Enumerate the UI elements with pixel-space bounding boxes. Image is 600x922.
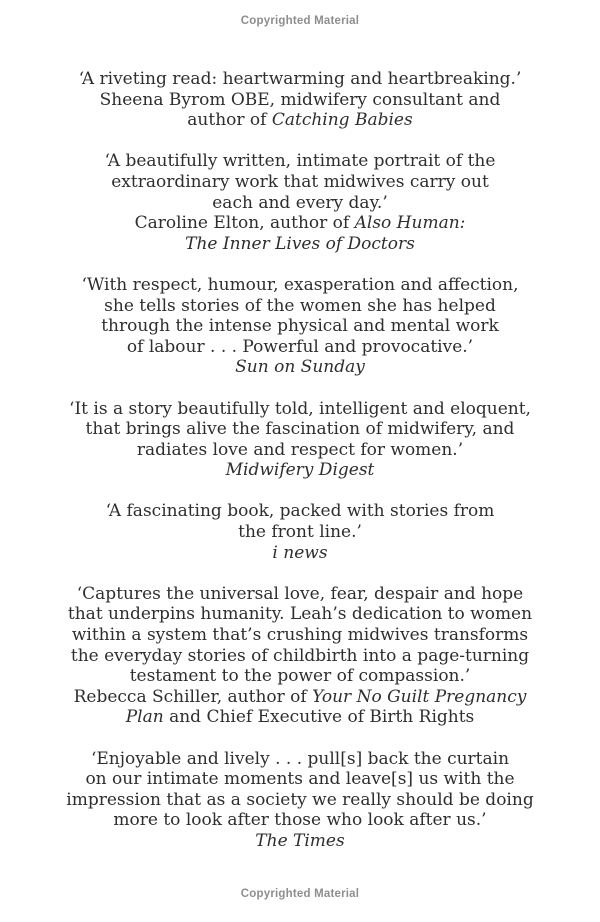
quote-text: and Chief Executive of Birth Rights bbox=[163, 707, 475, 728]
quote-text: within a system that’s crushing midwives transforms bbox=[71, 625, 529, 646]
praise-quotes-section bbox=[0, 69, 600, 852]
quote-block-6 bbox=[0, 584, 600, 728]
quote-block-2 bbox=[0, 151, 600, 254]
quote-text: ‘A fascinating book, packed with stories from bbox=[105, 501, 495, 522]
quote-line bbox=[0, 707, 600, 728]
quote-line bbox=[0, 419, 600, 440]
quote-line bbox=[0, 357, 600, 378]
quote-text: ‘It is a story beautifully told, intelligent and eloquent, bbox=[69, 398, 531, 419]
quote-line bbox=[0, 110, 600, 131]
quote-line bbox=[0, 543, 600, 564]
quote-line bbox=[0, 193, 600, 214]
quote-text: the everyday stories of childbirth into a page-turning bbox=[70, 645, 530, 666]
quote-italic-text: i news bbox=[272, 542, 328, 563]
quote-line bbox=[0, 399, 600, 420]
quote-line bbox=[0, 625, 600, 646]
quote-line bbox=[0, 646, 600, 667]
quote-text: Caroline Elton, author of bbox=[134, 213, 355, 234]
quote-line bbox=[0, 584, 600, 605]
quote-line bbox=[0, 213, 600, 234]
quote-text: she tells stories of the women she has helped bbox=[104, 295, 496, 316]
quote-block-4 bbox=[0, 399, 600, 481]
quote-block-1 bbox=[0, 69, 600, 131]
quote-text: each and every day.’ bbox=[212, 192, 388, 213]
copyright-notice-bottom: Copyrighted Material bbox=[240, 888, 360, 900]
quote-line bbox=[0, 831, 600, 852]
quote-line bbox=[0, 769, 600, 790]
quote-text: on our intimate moments and leave[s] us with the bbox=[85, 769, 515, 790]
quote-text: that brings alive the fascination of midwifery, and bbox=[85, 419, 515, 440]
quote-text: the front line.’ bbox=[238, 522, 362, 543]
quote-line bbox=[0, 501, 600, 522]
quote-line bbox=[0, 687, 600, 708]
quote-line bbox=[0, 296, 600, 317]
quote-italic-text: Plan bbox=[125, 707, 164, 728]
quote-line bbox=[0, 440, 600, 461]
quote-line bbox=[0, 749, 600, 770]
quote-line bbox=[0, 172, 600, 193]
quote-italic-text: Midwifery Digest bbox=[225, 460, 375, 481]
quote-line bbox=[0, 810, 600, 831]
quote-text: impression that as a society we really should be doing bbox=[66, 789, 534, 810]
quote-text: ‘A beautifully written, intimate portrait of the bbox=[104, 151, 496, 172]
quote-text: Sheena Byrom OBE, midwifery consultant and bbox=[99, 89, 501, 110]
quote-line bbox=[0, 234, 600, 255]
quote-line bbox=[0, 275, 600, 296]
quote-text: ‘Captures the universal love, fear, despair and hope bbox=[76, 583, 524, 604]
quote-line bbox=[0, 522, 600, 543]
quote-block-3 bbox=[0, 275, 600, 378]
quote-italic-text: Your No Guilt Pregnancy bbox=[312, 686, 527, 707]
quote-text: of labour . . . Powerful and provocative.’ bbox=[126, 336, 474, 357]
quote-italic-text: The Times bbox=[255, 830, 345, 851]
quote-italic-text: The Inner Lives of Doctors bbox=[185, 233, 415, 254]
quote-line bbox=[0, 69, 600, 90]
quote-text: through the intense physical and mental work bbox=[101, 316, 499, 337]
quote-text: Rebecca Schiller, author of bbox=[73, 686, 313, 707]
copyright-notice-top: Copyrighted Material bbox=[240, 15, 360, 27]
quote-line bbox=[0, 90, 600, 111]
quote-text: ‘With respect, humour, exasperation and affection, bbox=[81, 274, 519, 295]
quote-italic-text: Sun on Sunday bbox=[235, 357, 365, 378]
quote-text: radiates love and respect for women.’ bbox=[136, 439, 464, 460]
quote-line bbox=[0, 790, 600, 811]
quote-line bbox=[0, 151, 600, 172]
quote-italic-text: Catching Babies bbox=[271, 110, 413, 131]
quote-line bbox=[0, 604, 600, 625]
quote-text: extraordinary work that midwives carry out bbox=[111, 171, 489, 192]
quote-block-7 bbox=[0, 749, 600, 852]
quote-text: ‘A riveting read: heartwarming and heartbreaking.’ bbox=[78, 69, 522, 89]
quote-line bbox=[0, 666, 600, 687]
quote-text: ‘Enjoyable and lively . . . pull[s] back the curtain bbox=[90, 748, 510, 769]
quote-text: author of bbox=[187, 110, 272, 131]
quote-text: that underpins humanity. Leah’s dedication to women bbox=[67, 604, 533, 625]
quote-line bbox=[0, 460, 600, 481]
quote-italic-text: Also Human: bbox=[354, 213, 466, 234]
quote-text: more to look after those who look after us.’ bbox=[113, 810, 487, 831]
quote-line bbox=[0, 316, 600, 337]
quote-line bbox=[0, 337, 600, 358]
quote-text: testament to the power of compassion.’ bbox=[129, 666, 471, 687]
quote-block-5 bbox=[0, 501, 600, 563]
